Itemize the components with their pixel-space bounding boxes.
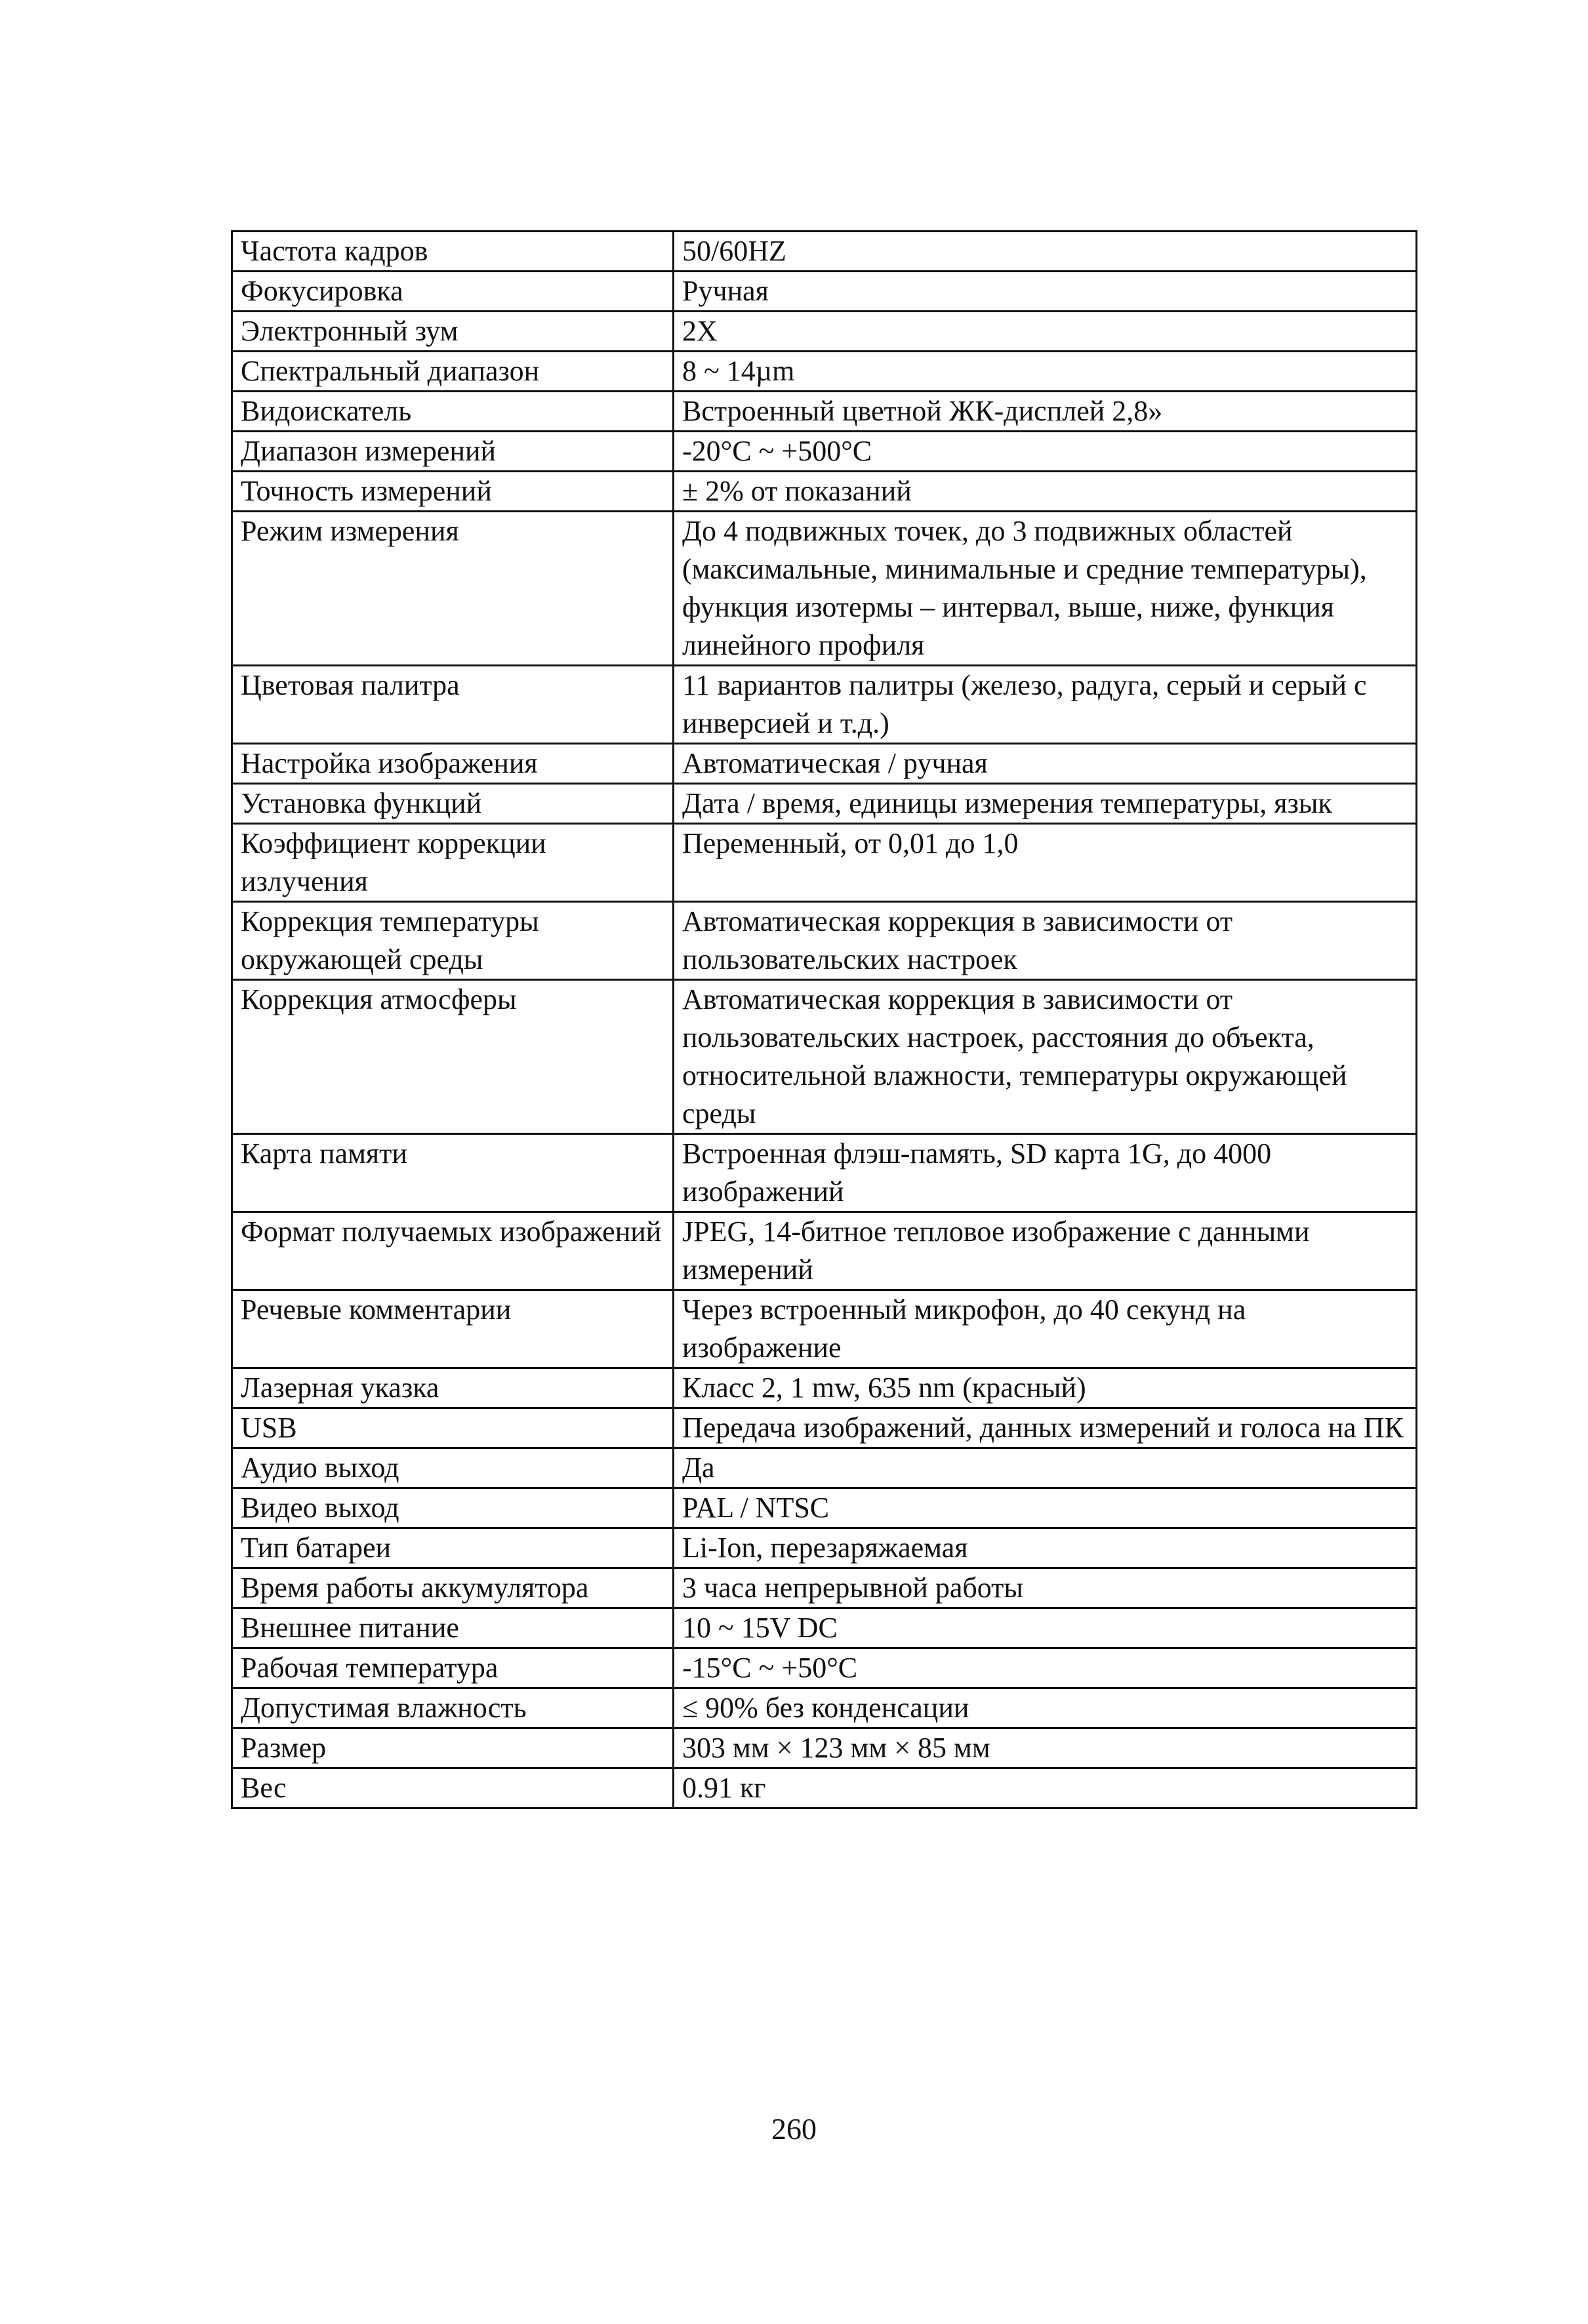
param-cell: USB [232, 1408, 674, 1448]
param-cell: Диапазон измерений [232, 432, 674, 472]
value-cell: Через встроенный микрофон, до 40 секунд на изображение [674, 1290, 1417, 1368]
param-cell: Цветовая палитра [232, 666, 674, 744]
value-cell: Передача изображений, данных измерений и голоса на ПК [674, 1408, 1417, 1448]
param-cell: Допустимая влажность [232, 1688, 674, 1728]
value-cell: Дата / время, единицы измерения температуры, язык [674, 784, 1417, 824]
table-row [232, 1768, 1417, 1808]
param-cell: Электронный зум [232, 312, 674, 352]
table-row [232, 1448, 1417, 1488]
value-cell: 303 мм × 123 мм × 85 мм [674, 1728, 1417, 1768]
table-row [232, 392, 1417, 432]
param-cell: Время работы аккумулятора [232, 1568, 674, 1608]
table-row [232, 824, 1417, 902]
param-cell: Коррекция атмосферы [232, 980, 674, 1134]
value-cell: До 4 подвижных точек, до 3 подвижных областей (максимальные, минимальные и средние температуры), функция изотермы – интервал, выше, ниже, функция линейного профиля [674, 512, 1417, 666]
table-row [232, 232, 1417, 272]
value-cell: JPEG, 14-битное тепловое изображение с данными измерений [674, 1212, 1417, 1290]
table-row [232, 1528, 1417, 1568]
param-cell: Видео выход [232, 1488, 674, 1528]
param-cell: Аудио выход [232, 1448, 674, 1488]
param-cell: Коррекция температуры окружающей среды [232, 902, 674, 980]
table-row [232, 744, 1417, 784]
param-cell: Настройка изображения [232, 744, 674, 784]
value-cell: 8 ~ 14µm [674, 352, 1417, 392]
value-cell: Переменный, от 0,01 до 1,0 [674, 824, 1417, 902]
value-cell: 10 ~ 15V DC [674, 1608, 1417, 1648]
param-cell: Установка функций [232, 784, 674, 824]
table-row [232, 784, 1417, 824]
value-cell: ± 2% от показаний [674, 472, 1417, 512]
value-cell: Автоматическая коррекция в зависимости от пользовательских настроек, расстояния до объекта, относительной влажности, температуры окружающей среды [674, 980, 1417, 1134]
table-row [232, 1212, 1417, 1290]
page-number: 260 [771, 2112, 817, 2146]
table-row [232, 432, 1417, 472]
table-row [232, 1688, 1417, 1728]
value-cell: Встроенный цветной ЖК-дисплей 2,8» [674, 392, 1417, 432]
table-row [232, 1488, 1417, 1528]
param-cell: Формат получаемых изображений [232, 1212, 674, 1290]
table-row [232, 1728, 1417, 1768]
param-cell: Внешнее питание [232, 1608, 674, 1648]
param-cell: Лазерная указка [232, 1368, 674, 1408]
param-cell: Точность измерений [232, 472, 674, 512]
table-row [232, 1290, 1417, 1368]
table-row [232, 312, 1417, 352]
value-cell: Автоматическая / ручная [674, 744, 1417, 784]
table-row [232, 1408, 1417, 1448]
param-cell: Речевые комментарии [232, 1290, 674, 1368]
table-row [232, 1368, 1417, 1408]
table-row [232, 980, 1417, 1134]
param-cell: Частота кадров [232, 232, 674, 272]
param-cell: Тип батареи [232, 1528, 674, 1568]
table-row [232, 272, 1417, 312]
spec-table [231, 230, 1417, 1809]
value-cell: ≤ 90% без конденсации [674, 1688, 1417, 1728]
param-cell: Размер [232, 1728, 674, 1768]
table-row [232, 512, 1417, 666]
value-cell: 2X [674, 312, 1417, 352]
table-row [232, 1568, 1417, 1608]
param-cell: Вес [232, 1768, 674, 1808]
param-cell: Видоискатель [232, 392, 674, 432]
value-cell: PAL / NTSC [674, 1488, 1417, 1528]
table-row [232, 666, 1417, 744]
table-row [232, 902, 1417, 980]
value-cell: 50/60HZ [674, 232, 1417, 272]
table-row [232, 352, 1417, 392]
value-cell: Ручная [674, 272, 1417, 312]
value-cell: Автоматическая коррекция в зависимости от пользовательских настроек [674, 902, 1417, 980]
param-cell: Коэффициент коррекции излучения [232, 824, 674, 902]
table-row [232, 1134, 1417, 1212]
value-cell: Встроенная флэш-память, SD карта 1G, до 4000 изображений [674, 1134, 1417, 1212]
param-cell: Фокусировка [232, 272, 674, 312]
spec-table-body [232, 232, 1417, 1808]
param-cell: Рабочая температура [232, 1648, 674, 1688]
value-cell: -20°C ~ +500°C [674, 432, 1417, 472]
value-cell: 3 часа непрерывной работы [674, 1568, 1417, 1608]
value-cell: Да [674, 1448, 1417, 1488]
value-cell: Li-Ion, перезаряжаемая [674, 1528, 1417, 1568]
param-cell: Карта памяти [232, 1134, 674, 1212]
value-cell: 0.91 кг [674, 1768, 1417, 1808]
param-cell: Спектральный диапазон [232, 352, 674, 392]
param-cell: Режим измерения [232, 512, 674, 666]
table-row [232, 1608, 1417, 1648]
value-cell: 11 вариантов палитры (железо, радуга, серый и серый с инверсией и т.д.) [674, 666, 1417, 744]
table-row [232, 472, 1417, 512]
table-row [232, 1648, 1417, 1688]
value-cell: -15°C ~ +50°C [674, 1648, 1417, 1688]
value-cell: Класс 2, 1 mw, 635 nm (красный) [674, 1368, 1417, 1408]
